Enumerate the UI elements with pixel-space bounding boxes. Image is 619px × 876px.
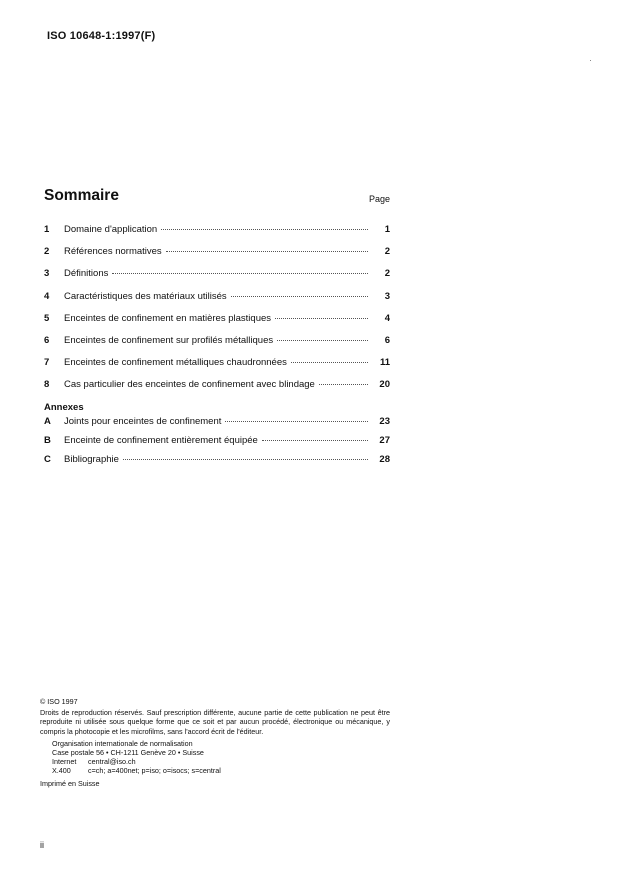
toc-entry[interactable] xyxy=(44,291,390,313)
toc-annex-label: Enceinte de confinement entièrement équipée xyxy=(64,434,258,446)
toc-annex-entry[interactable] xyxy=(44,435,390,454)
dot-leader xyxy=(319,384,368,385)
toc-annex-label: Bibliographie xyxy=(64,453,119,465)
printed-in: Imprimé en Suisse xyxy=(40,778,100,788)
toc-annex-letter: A xyxy=(44,415,51,427)
org-name: Organisation internationale de normalisation xyxy=(52,738,193,748)
toc-entry-number: 7 xyxy=(44,357,50,369)
toc-entry-page: 11 xyxy=(379,357,390,369)
toc-entry[interactable] xyxy=(44,335,390,357)
toc-annex-letter: C xyxy=(44,453,51,465)
annexes-heading: Annexes xyxy=(44,401,84,413)
rights-statement: Droits de reproduction réservés. Sauf prescription différente, aucune partie de cette publication ne peut être reproduite ni utilisée sous quelque forme que ce soit et par aucun procédé, électronique ou mécanique, y compris la photocopie et les microfilms, sans l'accord écrit de l'éditeur. xyxy=(40,708,390,736)
dot-leader xyxy=(112,273,368,274)
table-of-contents xyxy=(44,224,390,473)
toc-entry-page: 20 xyxy=(379,379,390,391)
toc-entry-label: Références normatives xyxy=(64,246,162,258)
toc-annex-page: 28 xyxy=(379,453,390,465)
toc-entry-number: 8 xyxy=(44,379,50,391)
toc-entry-number: 1 xyxy=(44,224,50,235)
toc-entry-page: 3 xyxy=(384,290,390,302)
copyright-notice xyxy=(40,697,390,788)
toc-entry-number: 3 xyxy=(44,268,50,280)
toc-entry[interactable] xyxy=(44,357,390,379)
dot-leader xyxy=(262,440,368,441)
dot-leader xyxy=(166,251,368,252)
toc-entry-page: 2 xyxy=(384,246,390,258)
toc-entry-label: Domaine d'application xyxy=(64,224,158,235)
toc-entry-label: Caractéristiques des matériaux utilisés xyxy=(64,290,227,302)
toc-annex-page: 23 xyxy=(379,415,390,427)
toc-entry[interactable] xyxy=(44,246,390,268)
publisher-address xyxy=(52,739,390,776)
toc-entry[interactable] xyxy=(44,268,390,290)
toc-annex-entry[interactable] xyxy=(44,416,390,435)
toc-page-label: Page xyxy=(369,194,391,204)
document-id: ISO 10648-1:1997(F) xyxy=(47,30,156,42)
toc-entry-number: 6 xyxy=(44,334,50,346)
toc-entry-label: Définitions xyxy=(64,268,109,280)
dot-leader xyxy=(225,421,368,422)
toc-entry-label: Enceintes de confinement en matières plastiques xyxy=(64,312,272,324)
internet-value: central@iso.ch xyxy=(88,757,136,767)
toc-title: Sommaire xyxy=(44,187,119,204)
internet-label: Internet xyxy=(52,757,77,767)
x400-label: X.400 xyxy=(52,766,71,776)
toc-annex-page: 27 xyxy=(379,434,390,446)
dot-leader xyxy=(161,229,368,230)
internet-line xyxy=(52,757,390,766)
toc-entry[interactable] xyxy=(44,313,390,335)
toc-annex-letter: B xyxy=(44,434,51,446)
toc-entry-page: 6 xyxy=(384,334,390,346)
toc-entry-label: Cas particulier des enceintes de confinement avec blindage xyxy=(64,379,315,391)
dot-leader xyxy=(231,296,368,297)
toc-entry-page: 1 xyxy=(384,224,390,235)
dot-leader xyxy=(275,318,368,319)
toc-entry-number: 5 xyxy=(44,312,50,324)
dot-leader xyxy=(123,459,368,460)
toc-entry-number: 4 xyxy=(44,290,50,302)
x400-value: c=ch; a=400net; p=iso; o=isocs; s=central xyxy=(88,766,221,776)
postal-address: Case postale 56 • CH-1211 Genève 20 • Suisse xyxy=(52,748,204,758)
page-number: ii xyxy=(40,840,44,850)
toc-entry-page: 2 xyxy=(384,268,390,280)
scan-speck xyxy=(590,60,591,61)
toc-entry-page: 4 xyxy=(384,312,390,324)
toc-entry-label: Enceintes de confinement métalliques chaudronnées xyxy=(64,357,287,369)
toc-entry-label: Enceintes de confinement sur profilés métalliques xyxy=(64,334,274,346)
dot-leader xyxy=(291,362,368,363)
toc-entry-number: 2 xyxy=(44,246,50,258)
toc-entry[interactable] xyxy=(44,224,390,246)
dot-leader xyxy=(277,340,368,341)
copyright-line: © ISO 1997 xyxy=(40,697,78,706)
x400-line xyxy=(52,766,390,775)
toc-annex-entry[interactable] xyxy=(44,454,390,473)
toc-annex-label: Joints pour enceintes de confinement xyxy=(64,415,222,427)
